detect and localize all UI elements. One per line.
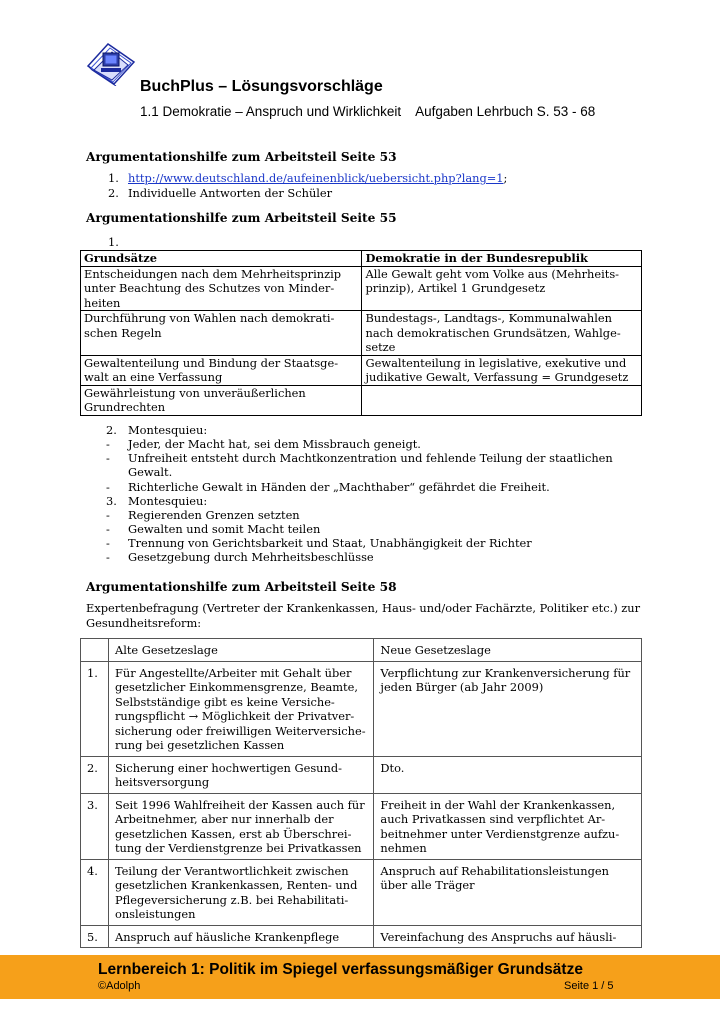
table-cell: Bundestags-, Landtags-, Kommunalwahlen nach demokratischen Grundsätzen, Wahlge-setze: [362, 311, 642, 356]
section-heading-55: Argumentationshilfe zum Arbeitsteil Seite 55: [86, 211, 397, 225]
column-header: Alte Gesetzeslage: [108, 639, 373, 662]
deutschland-link[interactable]: http://www.deutschland.de/aufeinenblick/uebersicht.php?lang=1: [128, 171, 504, 185]
table-cell: Für Angestellte/Arbeiter mit Gehalt über gesetzlicher Einkommensgrenze, Beamte, Selbstständige gibt es keine Versiche-rungspflicht → Möglichkeit der Privatver-sicherung oder freiwilligen Weiterversiche-rung bei gesetzlichen Kassen: [108, 661, 373, 756]
list-item: 2. Montesquieu:: [106, 423, 208, 437]
table-cell: Anspruch auf häusliche Krankenpflege: [108, 925, 373, 948]
table-cell: Vereinfachung des Anspruchs auf häusli-: [374, 925, 642, 948]
list-item: 3. Montesquieu:: [106, 494, 208, 508]
table-cell: 5.: [81, 925, 109, 948]
table-cell: Alle Gewalt geht vom Volke aus (Mehrheits-prinzip), Artikel 1 Grundgesetz: [362, 266, 642, 311]
column-header: Demokratie in der Bundesrepublik: [362, 251, 642, 267]
table-header-row: [81, 251, 642, 267]
column-header: Grundsätze: [81, 251, 362, 267]
list-item: - Gewalten und somit Macht teilen: [106, 522, 321, 536]
table-cell: Teilung der Verantwortlichkeit zwischen gesetzlichen Krankenkassen, Renten- und Pflegeversicherung z.B. bei Rehabilitati-onsleistungen: [108, 859, 373, 925]
section-heading-53: Argumentationshilfe zum Arbeitsteil Seite 53: [86, 150, 397, 164]
column-header: [81, 639, 109, 662]
list-item: 2. Individuelle Antworten der Schüler: [108, 186, 333, 200]
table-row: [81, 756, 642, 793]
table-cell: Entscheidungen nach dem Mehrheitsprinzip unter Beachtung des Schutzes von Minder-heiten: [81, 266, 362, 311]
table-cell: [362, 385, 642, 415]
table-cell: Dto.: [374, 756, 642, 793]
chapter-label: 1.1 Demokratie – Anspruch und Wirklichkeit: [140, 104, 402, 119]
list-item: - Trennung von Gerichtsbarkeit und Staat, Unabhängigkeit der Richter: [106, 536, 532, 550]
intro-text: Expertenbefragung (Vertreter der Krankenkassen, Haus- und/oder Fachärzte, Politiker etc.) zur Gesundheitsreform:: [86, 601, 641, 630]
table-cell: 3.: [81, 793, 109, 859]
table-cell: 2.: [81, 756, 109, 793]
list-item: - Richterliche Gewalt in Händen der „Machthaber“ gefährdet die Freiheit.: [106, 480, 550, 494]
principles-table: [80, 250, 642, 416]
document-subtitle: [140, 104, 595, 119]
list-number: 1.: [108, 235, 119, 249]
table-row: [81, 925, 642, 948]
table-cell: 1.: [81, 661, 109, 756]
list-item: - Regierenden Grenzen setzten: [106, 508, 300, 522]
computer-book-icon: [86, 40, 136, 86]
section-heading-58: Argumentationshilfe zum Arbeitsteil Seite 58: [86, 580, 397, 594]
table-cell: Gewährleistung von unveräußerlichen Grundrechten: [81, 385, 362, 415]
table-cell: Gewaltenteilung in legislative, exekutive und judikative Gewalt, Verfassung = Grundgesetz: [362, 355, 642, 385]
table-row: [81, 661, 642, 756]
document-title: BuchPlus – Lösungsvorschläge: [140, 78, 383, 95]
list-item: - Gesetzgebung durch Mehrheitsbeschlüsse: [106, 550, 374, 564]
list-item: - Jeder, der Macht hat, sei dem Missbrauch geneigt.: [106, 437, 421, 451]
list-item: - Unfreiheit entsteht durch Machtkonzentration und fehlende Teilung der staatlichen Gewalt.: [106, 451, 613, 480]
table-cell: Freiheit in der Wahl der Krankenkassen, auch Privatkassen sind verpflichtet Ar-beitnehmer unter Verdienstgrenze aufzu-nehmen: [374, 793, 642, 859]
table-row: [81, 266, 642, 311]
page-range-label: Aufgaben Lehrbuch S. 53 - 68: [415, 104, 596, 119]
table-cell: Sicherung einer hochwertigen Gesund-heitsversorgung: [108, 756, 373, 793]
page-number: Seite 1 / 5: [564, 980, 614, 992]
table-cell: Anspruch auf Rehabilitationsleistungen über alle Träger: [374, 859, 642, 925]
footer-copyright: ©Adolph: [98, 980, 141, 992]
table-row: [81, 311, 642, 356]
table-cell: Verpflichtung zur Krankenversicherung für jeden Bürger (ab Jahr 2009): [374, 661, 642, 756]
table-row: [81, 355, 642, 385]
footer-title: Lernbereich 1: Politik im Spiegel verfassungsmäßiger Grundsätze: [98, 961, 583, 978]
list-item: 1. http://www.deutschland.de/aufeinenblick/uebersicht.php?lang=1;: [108, 171, 508, 185]
table-cell: Gewaltenteilung und Bindung der Staatsge-walt an eine Verfassung: [81, 355, 362, 385]
table-cell: Durchführung von Wahlen nach demokrati-schen Regeln: [81, 311, 362, 356]
table-row: [81, 385, 642, 415]
table-header-row: [81, 639, 642, 662]
table-cell: 4.: [81, 859, 109, 925]
table-row: [81, 859, 642, 925]
law-comparison-table: [80, 638, 642, 948]
table-cell: Seit 1996 Wahlfreiheit der Kassen auch für Arbeitnehmer, aber nur innerhalb der gesetzlichen Kassen, erst ab Überschrei-tung der Verdienstgrenze bei Privatkassen: [108, 793, 373, 859]
table-row: [81, 793, 642, 859]
column-header: Neue Gesetzeslage: [374, 639, 642, 662]
